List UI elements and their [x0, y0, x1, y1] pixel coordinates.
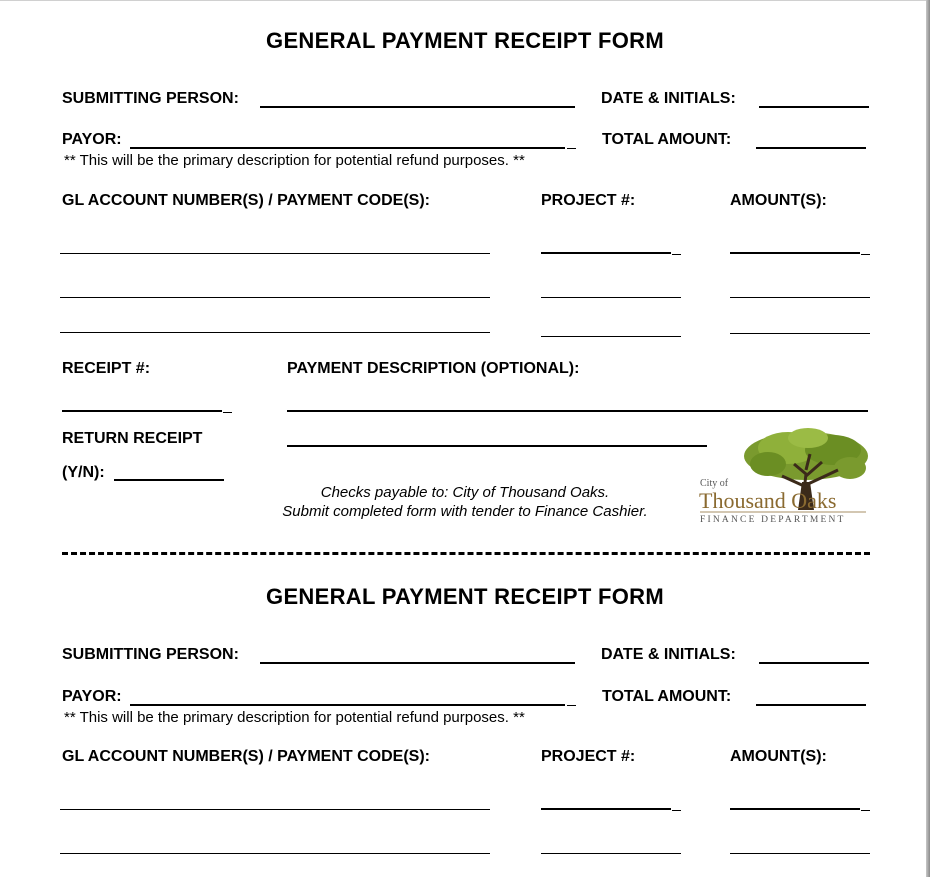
- gl-account-label: GL ACCOUNT NUMBER(S) / PAYMENT CODE(S):: [62, 192, 430, 209]
- total-amount-field[interactable]: [756, 704, 866, 706]
- total-amount-label: TOTAL AMOUNT:: [602, 688, 732, 705]
- amount-field-3[interactable]: [730, 333, 870, 334]
- payor-label: PAYOR:: [62, 131, 122, 148]
- amount-field-1[interactable]: [730, 808, 860, 810]
- logo-city-of-text: City of: [700, 478, 729, 489]
- amount-field-1-tail: [861, 810, 870, 811]
- payment-description-label: PAYMENT DESCRIPTION (OPTIONAL):: [287, 360, 580, 377]
- date-initials-label: DATE & INITIALS:: [601, 90, 736, 107]
- gl-account-field-1[interactable]: [60, 253, 490, 254]
- amount-field-1-tail: [861, 254, 870, 255]
- amount-field-1[interactable]: [730, 252, 860, 254]
- amount-field-2[interactable]: [730, 853, 870, 854]
- gl-account-field-2[interactable]: [60, 853, 490, 854]
- submitting-person-field[interactable]: [260, 662, 575, 664]
- project-field-1-tail: [672, 254, 681, 255]
- amounts-label: AMOUNT(S):: [730, 192, 827, 209]
- return-receipt-yn-field[interactable]: [114, 479, 224, 481]
- project-label: PROJECT #:: [541, 192, 636, 209]
- payment-description-field-1[interactable]: [287, 410, 868, 412]
- project-field-2[interactable]: [541, 853, 681, 854]
- gl-account-field-3[interactable]: [60, 332, 490, 333]
- form-title: GENERAL PAYMENT RECEIPT FORM: [266, 28, 664, 53]
- amount-field-2[interactable]: [730, 297, 870, 298]
- submitting-person-label: SUBMITTING PERSON:: [62, 90, 239, 107]
- total-amount-field[interactable]: [756, 147, 866, 149]
- city-of-thousand-oaks-logo: [698, 426, 870, 526]
- payor-field[interactable]: [130, 704, 565, 706]
- receipt-number-tail: [223, 412, 232, 413]
- payor-field[interactable]: [130, 147, 565, 149]
- total-amount-label: TOTAL AMOUNT:: [602, 131, 732, 148]
- receipt-number-field[interactable]: [62, 410, 222, 412]
- project-field-3[interactable]: [541, 336, 681, 337]
- amounts-label: AMOUNT(S):: [730, 748, 827, 765]
- gl-account-field-2[interactable]: [60, 297, 490, 298]
- date-initials-label: DATE & INITIALS:: [601, 646, 736, 663]
- gl-account-label: GL ACCOUNT NUMBER(S) / PAYMENT CODE(S):: [62, 748, 430, 765]
- gl-account-field-1[interactable]: [60, 809, 490, 810]
- payor-label: PAYOR:: [62, 688, 122, 705]
- project-field-1[interactable]: [541, 252, 671, 254]
- receipt-number-label: RECEIPT #:: [62, 360, 151, 377]
- date-initials-field[interactable]: [759, 662, 869, 664]
- project-field-1[interactable]: [541, 808, 671, 810]
- payor-field-tail: [567, 705, 576, 706]
- project-field-2[interactable]: [541, 297, 681, 298]
- checks-payable-note: Checks payable to: City of Thousand Oaks.: [320, 484, 610, 501]
- payment-description-field-2[interactable]: [287, 445, 707, 447]
- logo-name-text: Thousand Oaks: [699, 488, 837, 513]
- project-label: PROJECT #:: [541, 748, 636, 765]
- payor-note: ** This will be the primary description for potential refund purposes. **: [64, 709, 525, 726]
- payor-note: ** This will be the primary description for potential refund purposes. **: [64, 152, 525, 169]
- receipt-form-bottom: [0, 556, 930, 877]
- cut-line-divider: [62, 552, 870, 555]
- project-field-1-tail: [672, 810, 681, 811]
- submitting-person-field[interactable]: [260, 106, 575, 108]
- logo-department-text: FINANCE DEPARTMENT: [700, 515, 846, 525]
- form-title: GENERAL PAYMENT RECEIPT FORM: [266, 584, 664, 609]
- return-receipt-label: RETURN RECEIPT: [62, 430, 203, 447]
- submitting-person-label: SUBMITTING PERSON:: [62, 646, 239, 663]
- submit-instruction-note: Submit completed form with tender to Finance Cashier.: [282, 503, 648, 520]
- yn-label: (Y/N):: [62, 464, 105, 481]
- date-initials-field[interactable]: [759, 106, 869, 108]
- payor-field-tail: [567, 148, 576, 149]
